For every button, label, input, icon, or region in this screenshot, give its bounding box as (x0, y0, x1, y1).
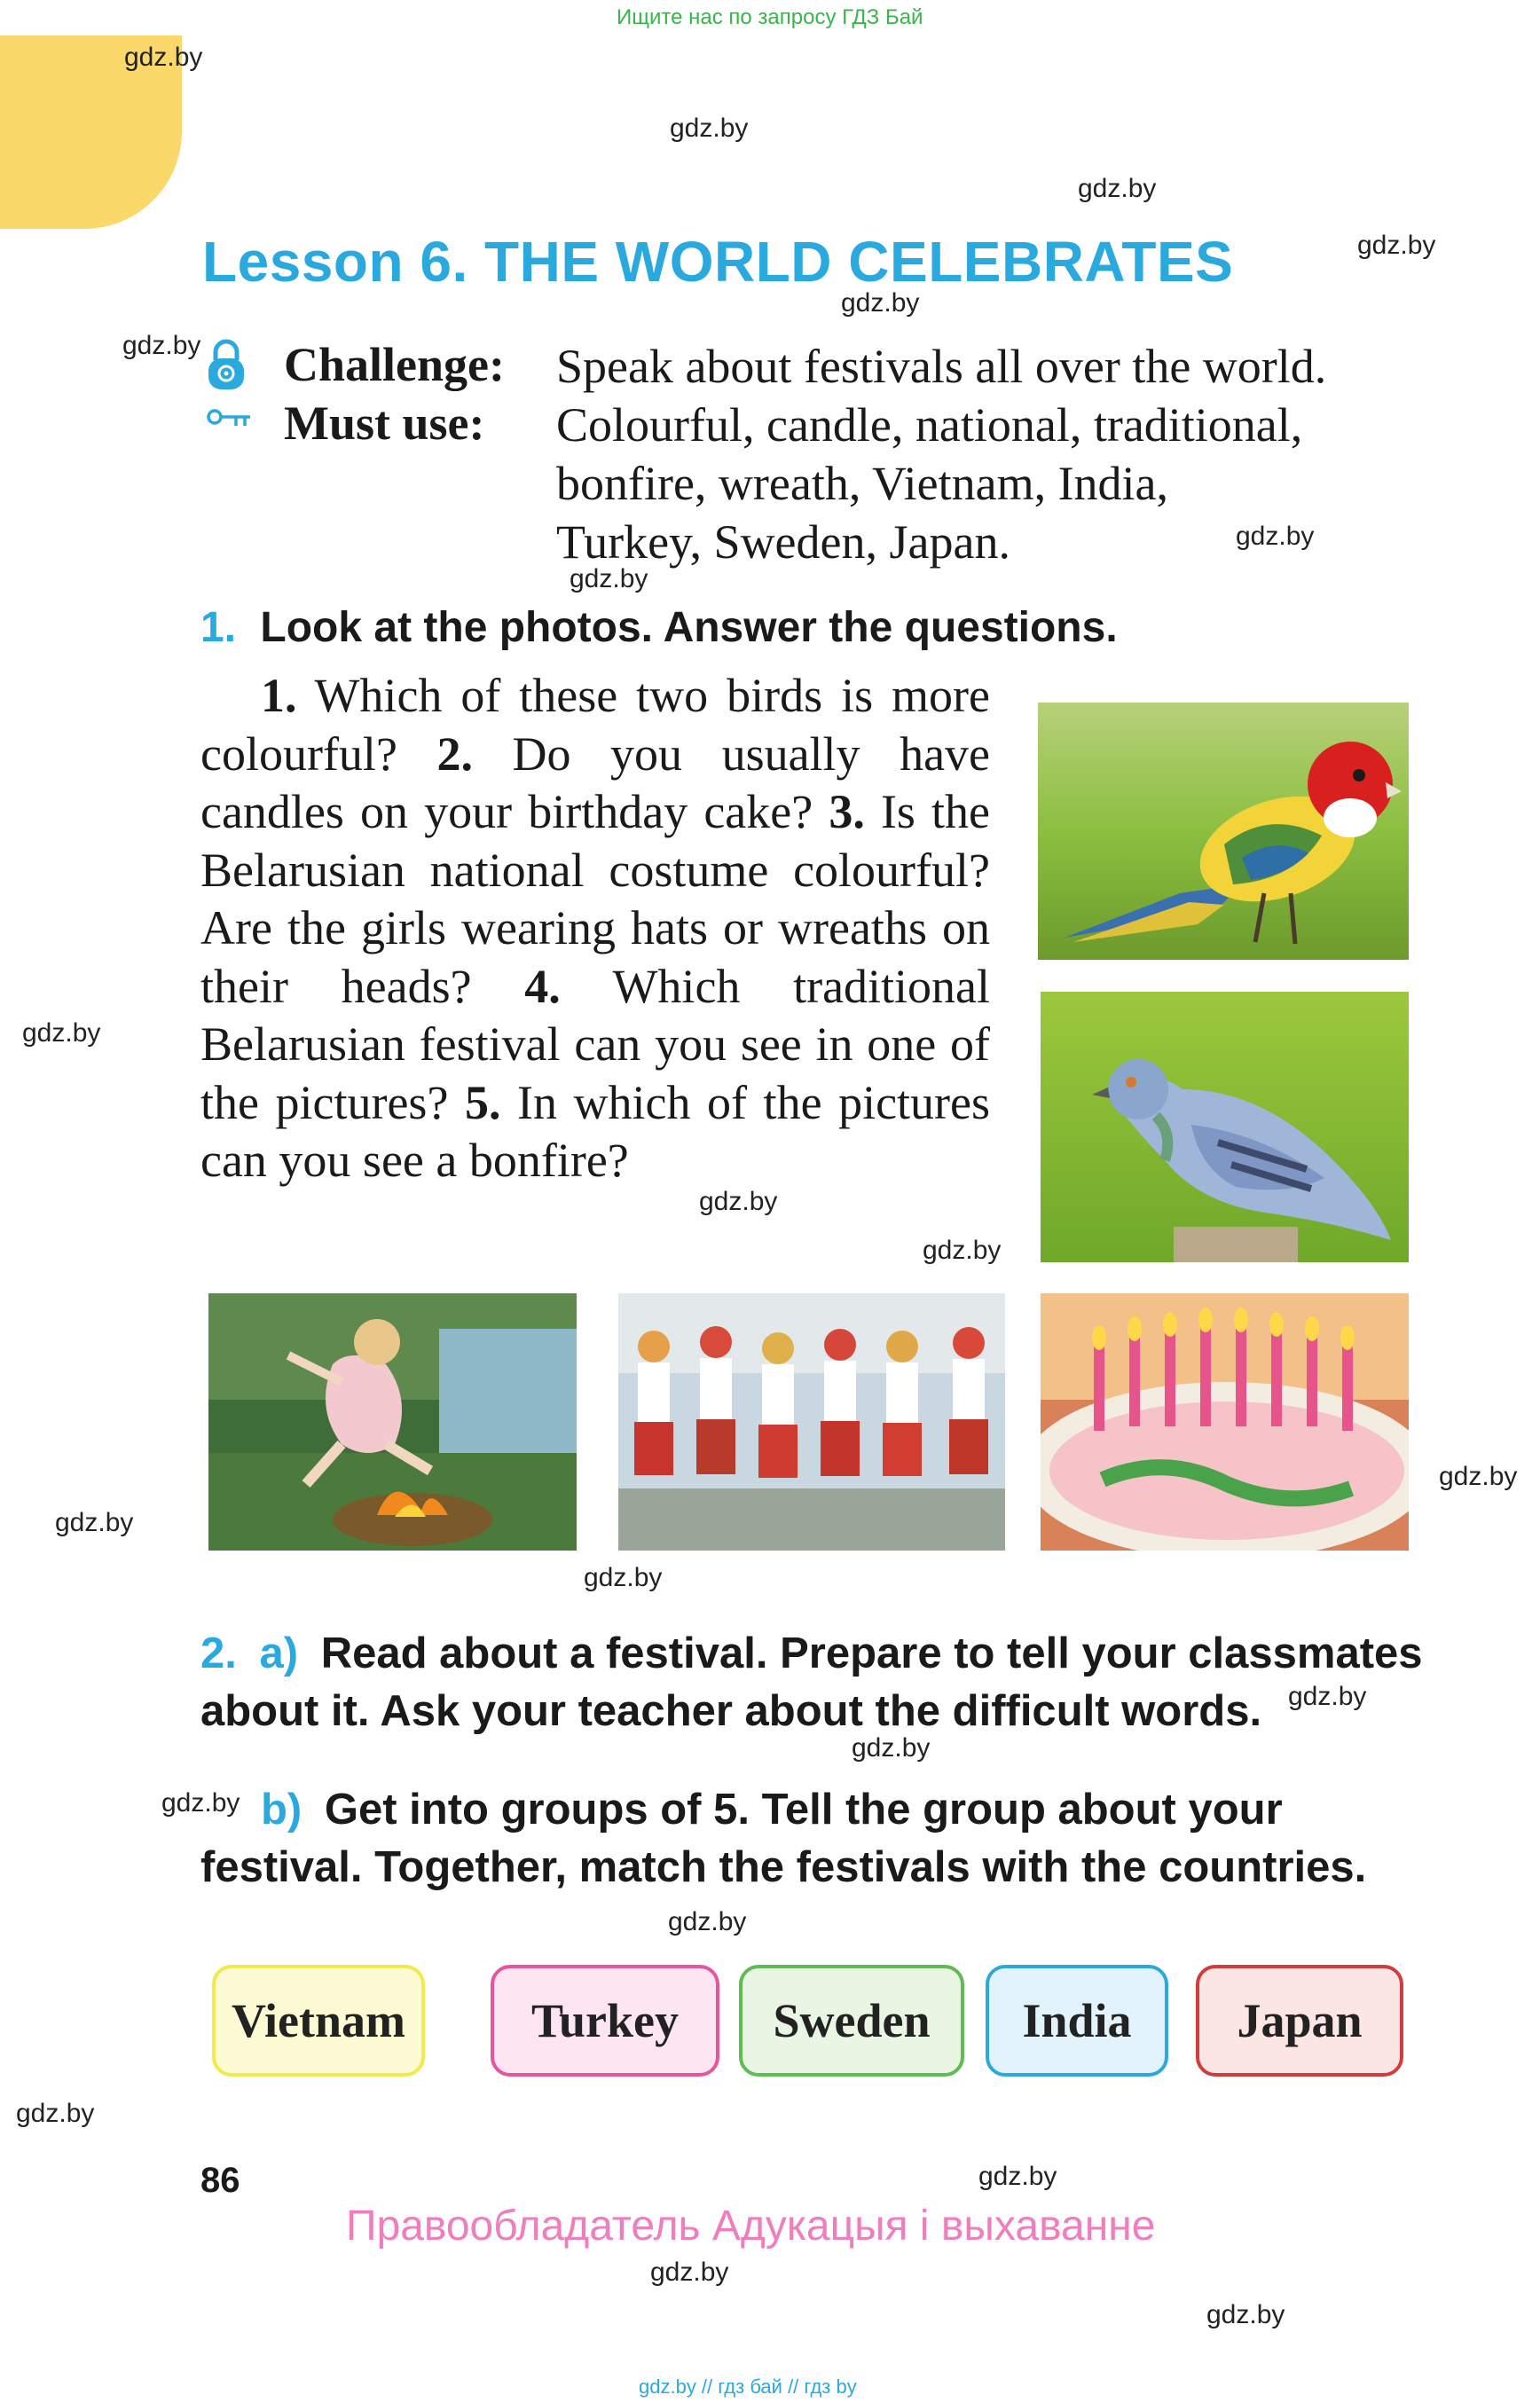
must-use-line: Turkey, Sweden, Japan. (556, 515, 1010, 569)
country-tag-turkey: Turkey (491, 1965, 719, 2077)
country-tag-india: India (986, 1965, 1168, 2077)
watermark: gdz.by (650, 2258, 729, 2287)
watermark: gdz.by (22, 1018, 101, 1048)
watermark: gdz.by (16, 2099, 95, 2128)
country-tag-vietnam: Vietnam (212, 1965, 425, 2077)
watermark: gdz.by (1078, 174, 1157, 203)
exercise-2a (200, 1625, 1423, 1740)
lock-icon (206, 337, 247, 392)
exercise-2a-text: Read about a festival. Prepare to tell your classmates (320, 1629, 1423, 1677)
bonfire-photo (208, 1293, 577, 1551)
top-search-note: Ищите нас по запросу ГДЗ Бай (617, 5, 923, 29)
question-2: Do you usually have candles on your birthday cake? (200, 726, 991, 838)
exercise-2a-label: a) (259, 1629, 299, 1677)
watermark: gdz.by (699, 1187, 778, 1216)
exercise-2b-text: festival. Together, match the festivals with the countries. (200, 1843, 1367, 1891)
national-costume-photo (618, 1293, 1005, 1551)
exercise-1-heading (200, 603, 1118, 652)
exercise-1-title: Look at the photos. Answer the questions. (260, 604, 1118, 651)
exercise-2a-text: about it. Ask your teacher about the difficult words. (200, 1687, 1262, 1735)
copyright-text: Правообладатель Адукацыя і выхаванне (346, 2203, 1156, 2250)
question-4: Which traditional Belarusian festival can you see in one of the pictures? (200, 959, 991, 1129)
must-use-line: bonfire, wreath, Vietnam, India, (556, 457, 1169, 510)
exercise-1-questions (200, 667, 990, 1190)
page-number: 86 (200, 2161, 240, 2200)
parrot-photo (1038, 703, 1409, 960)
watermark: gdz.by (1206, 2300, 1285, 2329)
question-number: 3. (829, 785, 865, 838)
question-1: Which of these two birds is more colourful? (200, 669, 990, 781)
key-icon (206, 408, 252, 429)
country-tag-japan: Japan (1196, 1965, 1403, 2077)
watermark: gdz.by (841, 288, 920, 318)
watermark: gdz.by (584, 1563, 663, 1592)
pigeon-photo (1041, 992, 1409, 1262)
question-5: In which of the pictures can you see a bonfire? (200, 1075, 991, 1187)
exercise-2-number: 2. (200, 1629, 237, 1677)
watermark: gdz.by (55, 1508, 134, 1537)
country-tag-sweden: Sweden (739, 1965, 964, 2077)
watermark: gdz.by (1357, 231, 1436, 260)
question-number: 5. (464, 1075, 501, 1129)
watermark: gdz.by (923, 1236, 1002, 1265)
watermark: gdz.by (668, 1907, 747, 1936)
birthday-cake-photo (1041, 1293, 1409, 1551)
must-use-label: Must use: (284, 397, 485, 450)
exercise-2b (200, 1781, 1366, 1896)
watermark: gdz.by (670, 114, 749, 143)
question-number: 4. (524, 959, 561, 1013)
question-number: 1. (261, 669, 297, 722)
watermark: gdz.by (1236, 522, 1315, 551)
watermark: gdz.by (1439, 1462, 1518, 1491)
lesson-title: Lesson 6. THE WORLD CELEBRATES (202, 230, 1234, 294)
challenge-text: Speak about festivals all over the world. (556, 340, 1327, 393)
watermark: gdz.by (122, 331, 201, 360)
watermark: gdz.by (570, 564, 648, 593)
watermark: gdz.by (978, 2162, 1057, 2191)
watermark: gdz.by (161, 1788, 240, 1818)
exercise-2b-text: Get into groups of 5. Tell the group about your (324, 1786, 1283, 1834)
must-use-line: Colourful, candle, national, traditional, (556, 398, 1303, 452)
watermark: gdz.by (852, 1733, 931, 1763)
exercise-2b-label: b) (261, 1786, 302, 1834)
watermark: gdz.by (124, 43, 203, 72)
watermark: gdz.by (1288, 1682, 1367, 1711)
footer-links: gdz.by // гдз бай // гдз by (639, 2376, 857, 2398)
question-3: Is the Belarusian national costume colourful? Are the girls wearing hats or wreaths on their heads? (200, 785, 991, 1013)
question-number: 2. (436, 726, 473, 781)
exercise-1-number: 1. (200, 604, 237, 651)
challenge-label: Challenge: (284, 338, 505, 391)
